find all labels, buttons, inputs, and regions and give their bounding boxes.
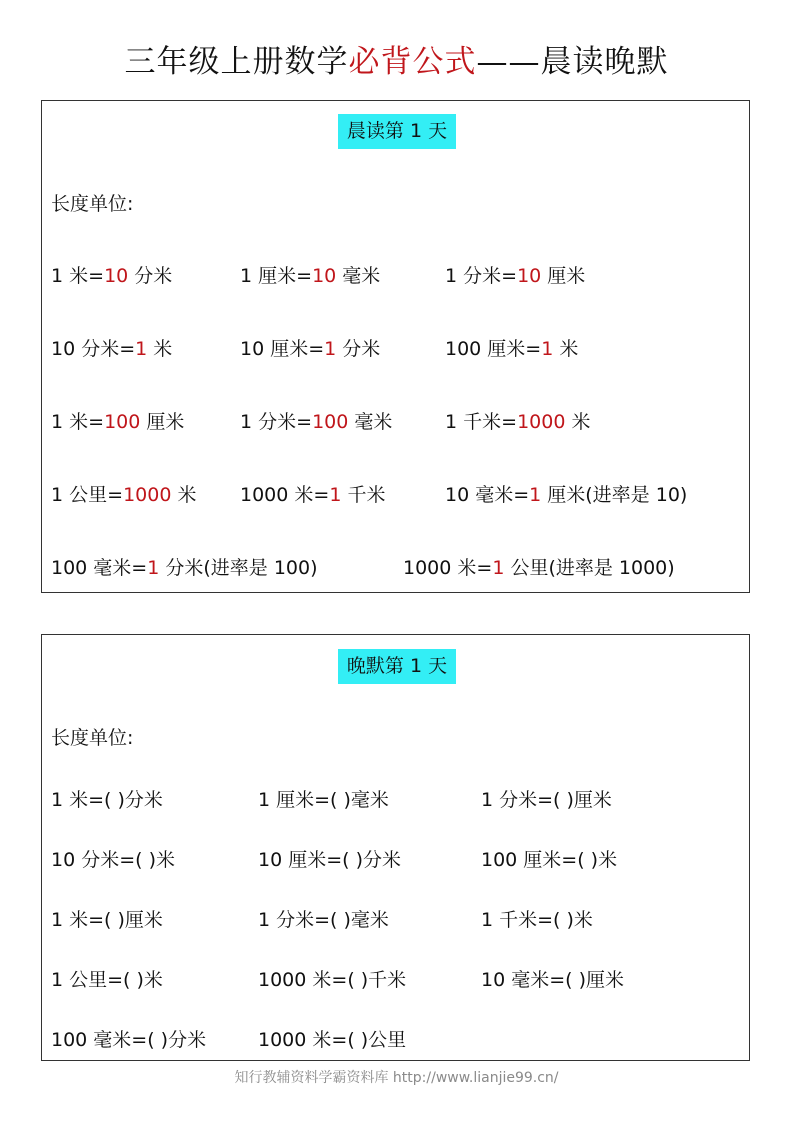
fill-in-formula: 100 厘米=( )米 (481, 849, 618, 871)
formula: 1000 米=1 公里(进率是 1000) (403, 557, 675, 579)
formula: 10 毫米=1 厘米(进率是 10) (445, 484, 688, 506)
page-title (0, 40, 793, 84)
fill-in-formula: 1 分米=( )厘米 (481, 789, 612, 811)
morning-row-2 (42, 335, 749, 363)
formula: 100 厘米=1 米 (445, 338, 579, 360)
fill-in-formula: 1 米=( )厘米 (51, 909, 163, 931)
formula: 10 分米=1 米 (51, 338, 173, 360)
title-part2: 必背公式 (348, 44, 477, 80)
fill-in-formula: 1 公里=( )米 (51, 969, 163, 991)
formula: 1 米=100 厘米 (51, 411, 185, 433)
evening-row-4 (42, 966, 749, 994)
morning-row-3 (42, 408, 749, 436)
fill-in-formula: 1000 米=( )千米 (258, 969, 407, 991)
fill-in-formula: 1000 米=( )公里 (258, 1029, 407, 1051)
evening-row-3 (42, 906, 749, 934)
footer-watermark: 知行教辅资料学霸资料库 http://www.lianjie99.cn/ (234, 1070, 559, 1086)
evening-row-2 (42, 846, 749, 874)
formula: 1 分米=10 厘米 (445, 265, 586, 287)
morning-heading: 长度单位: (51, 193, 134, 215)
evening-heading: 长度单位: (51, 727, 134, 749)
formula: 1000 米=1 千米 (240, 484, 386, 506)
formula: 1 厘米=10 毫米 (240, 265, 381, 287)
morning-day-label: 晨读第 1 天 (338, 114, 456, 149)
title-part3: ——晨读晚默 (476, 44, 669, 80)
evening-day-label: 晚默第 1 天 (338, 649, 456, 684)
fill-in-formula: 1 千米=( )米 (481, 909, 593, 931)
formula: 10 厘米=1 分米 (240, 338, 381, 360)
formula: 1 公里=1000 米 (51, 484, 197, 506)
fill-in-formula: 10 厘米=( )分米 (258, 849, 402, 871)
fill-in-formula: 1 米=( )分米 (51, 789, 163, 811)
formula: 1 分米=100 毫米 (240, 411, 393, 433)
formula: 100 毫米=1 分米(进率是 100) (51, 557, 318, 579)
title-part1: 三年级上册数学 (124, 44, 349, 80)
morning-row-4 (42, 481, 749, 509)
morning-reading-box (41, 100, 750, 593)
formula: 1 千米=1000 米 (445, 411, 591, 433)
formula: 1 米=10 分米 (51, 265, 173, 287)
evening-row-5 (42, 1026, 749, 1054)
fill-in-formula: 10 分米=( )米 (51, 849, 176, 871)
evening-row-1 (42, 786, 749, 814)
fill-in-formula: 1 厘米=( )毫米 (258, 789, 389, 811)
evening-recitation-box (41, 634, 750, 1061)
fill-in-formula: 100 毫米=( )分米 (51, 1029, 207, 1051)
fill-in-formula: 10 毫米=( )厘米 (481, 969, 625, 991)
morning-row-5 (42, 554, 749, 582)
morning-row-1 (42, 262, 749, 290)
fill-in-formula: 1 分米=( )毫米 (258, 909, 389, 931)
